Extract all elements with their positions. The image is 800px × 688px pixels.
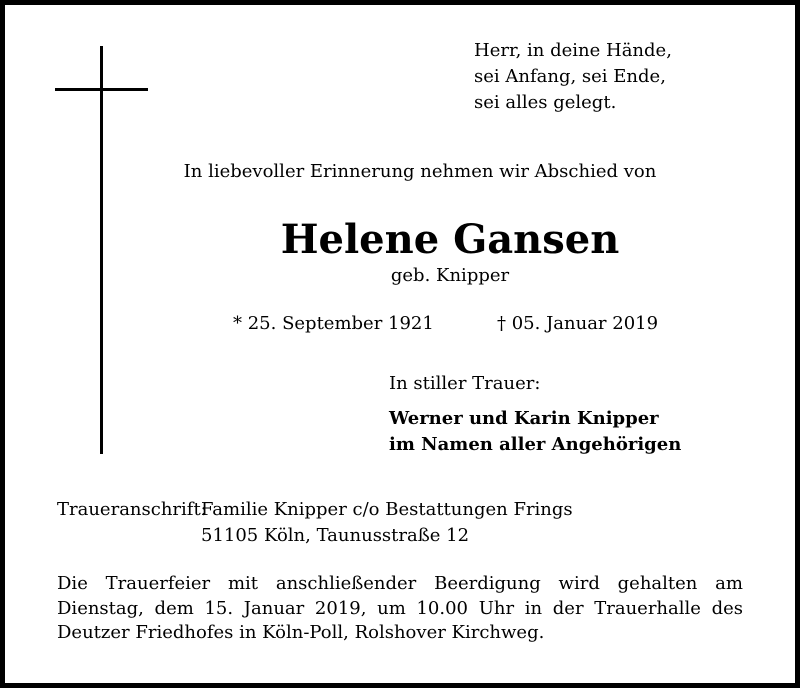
verse-line-1: Herr, in deine Hände,: [474, 40, 672, 61]
address-label: Traueranschrift:: [57, 499, 207, 520]
address-line-1: Familie Knipper c/o Bestattungen Frings: [201, 499, 573, 520]
birth-date: * 25. September 1921: [233, 313, 434, 334]
cross-horizontal-bar: [55, 88, 148, 91]
deceased-name: Helene Gansen: [280, 216, 620, 263]
mourners-label: In stiller Trauer:: [389, 373, 541, 394]
address-line-2: 51105 Köln, Taunusstraße 12: [201, 525, 470, 546]
verse-line-2: sei Anfang, sei Ende,: [474, 66, 666, 87]
death-date: † 05. Januar 2019: [497, 313, 659, 334]
mourners-line-2: im Namen aller Angehörigen: [389, 434, 682, 455]
birth-name: geb. Knipper: [390, 265, 510, 286]
service-announcement: Die Trauerfeier mit anschließender Beerdigung wird gehalten am Dienstag, dem 15. Januar 2019, um 10.00 Uhr in der Trauerhalle des Deutzer Friedhofes in Köln-Poll, Rolshover Kirchweg.: [57, 573, 743, 643]
intro-text: In liebevoller Erinnerung nehmen wir Abschied von: [183, 161, 657, 182]
mourners-line-1: Werner und Karin Knipper: [389, 408, 659, 429]
verse-line-3: sei alles gelegt.: [474, 92, 617, 113]
